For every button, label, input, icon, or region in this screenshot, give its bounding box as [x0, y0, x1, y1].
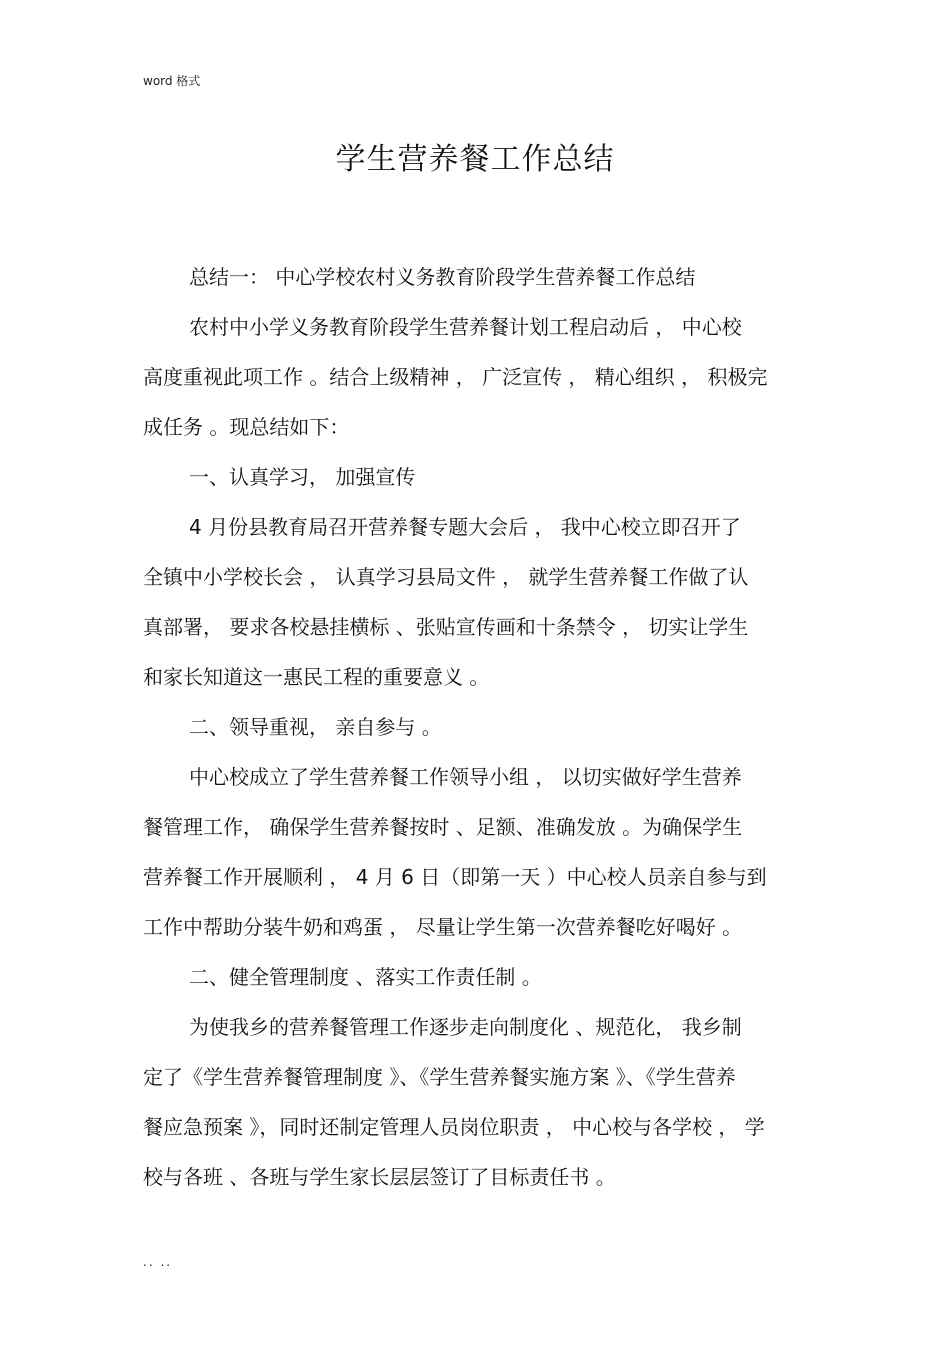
paragraph-line: 餐应急预案 》，同时还制定管理人员岗位职责 ， 中心校与各学校 ， 学 — [143, 1115, 765, 1139]
paragraph-line: 农村中小学义务教育阶段学生营养餐计划工程启动后 ， 中心校 — [189, 315, 742, 339]
page-header-mark: word 格式 — [143, 74, 201, 88]
paragraph-line: 工作中帮助分装牛奶和鸡蛋 ， 尽量让学生第一次营养餐吃好喝好 。 — [143, 915, 743, 939]
paragraph-line: 全镇中小学校长会 ， 认真学习县局文件 ， 就学生营养餐工作做了认 — [143, 565, 749, 589]
paragraph-line: 真部署， 要求各校悬挂横标 、张贴宣传画和十条禁令 ， 切实让学生 — [143, 615, 749, 639]
paragraph-line: 校与各班 、各班与学生家长层层签订了目标责任书 。 — [143, 1165, 616, 1189]
page-footer-mark: .. .. — [143, 1255, 173, 1269]
paragraph-line: 4 月份县教育局召开营养餐专题大会后 ， 我中心校立即召开了 — [189, 515, 741, 539]
paragraph-line: 和家长知道这一惠民工程的重要意义 。 — [143, 665, 490, 689]
paragraph-line: 定了《学生营养餐管理制度 》、《学生营养餐实施方案 》、《学生营养 — [143, 1065, 736, 1089]
section-heading: 二、健全管理制度 、落实工作责任制 。 — [189, 965, 542, 989]
section-heading: 一、认真学习， 加强宣传 — [189, 465, 416, 489]
summary-heading: 总结一： 中心学校农村义务教育阶段学生营养餐工作总结 — [189, 265, 696, 289]
paragraph-line: 中心校成立了学生营养餐工作领导小组 ， 以切实做好学生营养 — [189, 765, 742, 789]
paragraph-line: 成任务 。现总结如下： — [143, 415, 350, 439]
paragraph-line: 餐管理工作， 确保学生营养餐按时 、足额、准确发放 。为确保学生 — [143, 815, 743, 839]
paragraph-line: 为使我乡的营养餐管理工作逐步走向制度化 、规范化， 我乡制 — [189, 1015, 742, 1039]
section-heading: 二、领导重视， 亲自参与 。 — [189, 715, 442, 739]
document-title: 学生营养餐工作总结 — [335, 142, 615, 177]
paragraph-line: 营养餐工作开展顺利 ， 4 月 6 日（即第一天 ）中心校人员亲自参与到 — [143, 865, 767, 889]
document-body — [143, 252, 808, 1202]
paragraph-line: 高度重视此项工作 。结合上级精神 ， 广泛宣传 ， 精心组织 ， 积极完 — [143, 365, 768, 389]
